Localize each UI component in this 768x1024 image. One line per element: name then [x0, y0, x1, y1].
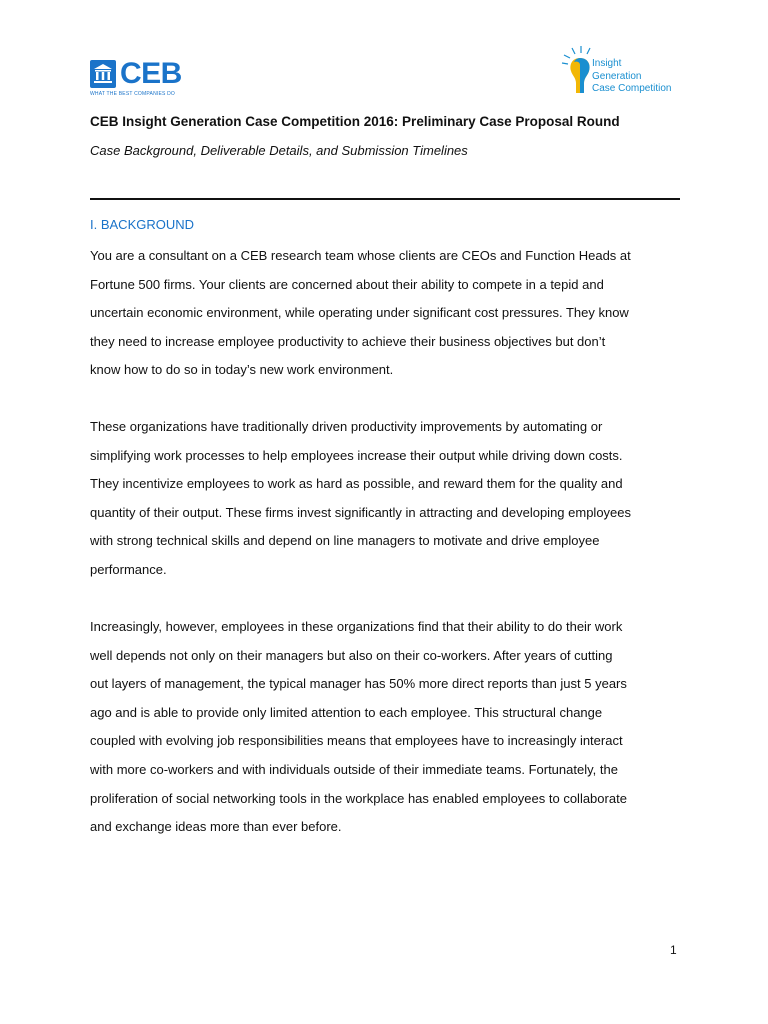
text-line: and exchange ideas more than ever before.	[90, 819, 342, 835]
page-number: 1	[670, 943, 677, 957]
text-line: Fortune 500 firms. Your clients are concerned about their ability to compete in a tepid and	[90, 276, 604, 292]
document-subtitle: Case Background, Deliverable Details, and Submission Timelines	[90, 143, 468, 158]
paragraph	[90, 242, 685, 385]
paragraph	[90, 413, 685, 585]
ceb-tagline: WHAT THE BEST COMPANIES DO	[90, 91, 176, 97]
horizontal-rule	[90, 198, 680, 200]
text-line: know how to do so in today’s new work environment.	[90, 362, 394, 378]
insight-generation-logo	[560, 45, 690, 105]
ceb-logo	[90, 57, 200, 100]
insight-logo-line: Case Competition	[592, 83, 672, 94]
text-line: they need to increase employee productivity to achieve their business objectives but don’t	[90, 333, 606, 349]
text-line: well depends not only on their managers but also on their co-workers. After years of cutting	[90, 647, 613, 663]
insight-logo-text	[592, 58, 671, 96]
text-line: uncertain economic environment, while operating under significant cost pressures. They know	[90, 305, 629, 321]
text-line: simplifying work processes to help employees increase their output while driving down costs.	[90, 447, 623, 463]
text-line: with more co-workers and with individuals outside of their immediate teams. Fortunately, the	[90, 761, 618, 777]
text-line: They incentivize employees to work as hard as possible, and reward them for the quality and	[90, 476, 623, 492]
text-line: These organizations have traditionally driven productivity improvements by automating or	[90, 419, 603, 434]
text-line: performance.	[90, 561, 167, 577]
insight-logo-line: Insight	[592, 58, 622, 69]
text-line: ago and is able to provide only limited attention to each employee. This structural change	[90, 704, 603, 720]
text-line: Increasingly, however, employees in these organizations find that their ability to do their work	[90, 619, 623, 634]
insight-logo-line: Generation	[592, 70, 642, 82]
section-heading: I. BACKGROUND	[90, 217, 195, 232]
text-line: out layers of management, the typical manager has 50% more direct reports than just 5 years	[90, 676, 627, 692]
text-line: coupled with evolving job responsibilities means that employees have to increasingly interact	[90, 733, 623, 749]
document-title: CEB Insight Generation Case Competition 2016: Preliminary Case Proposal Round	[90, 114, 620, 129]
ceb-wordmark: CEB	[120, 57, 182, 90]
text-line: quantity of their output. These firms invest significantly in attracting and developing employees	[90, 504, 632, 520]
paragraph	[90, 613, 685, 842]
text-line: proliferation of social networking tools in the workplace has enabled employees to collaborate	[90, 790, 627, 806]
text-line: with strong technical skills and depend on line managers to motivate and drive employee	[90, 533, 600, 549]
text-line: You are a consultant on a CEB research team whose clients are CEOs and Function Heads at	[90, 248, 631, 263]
building-icon	[90, 60, 116, 88]
